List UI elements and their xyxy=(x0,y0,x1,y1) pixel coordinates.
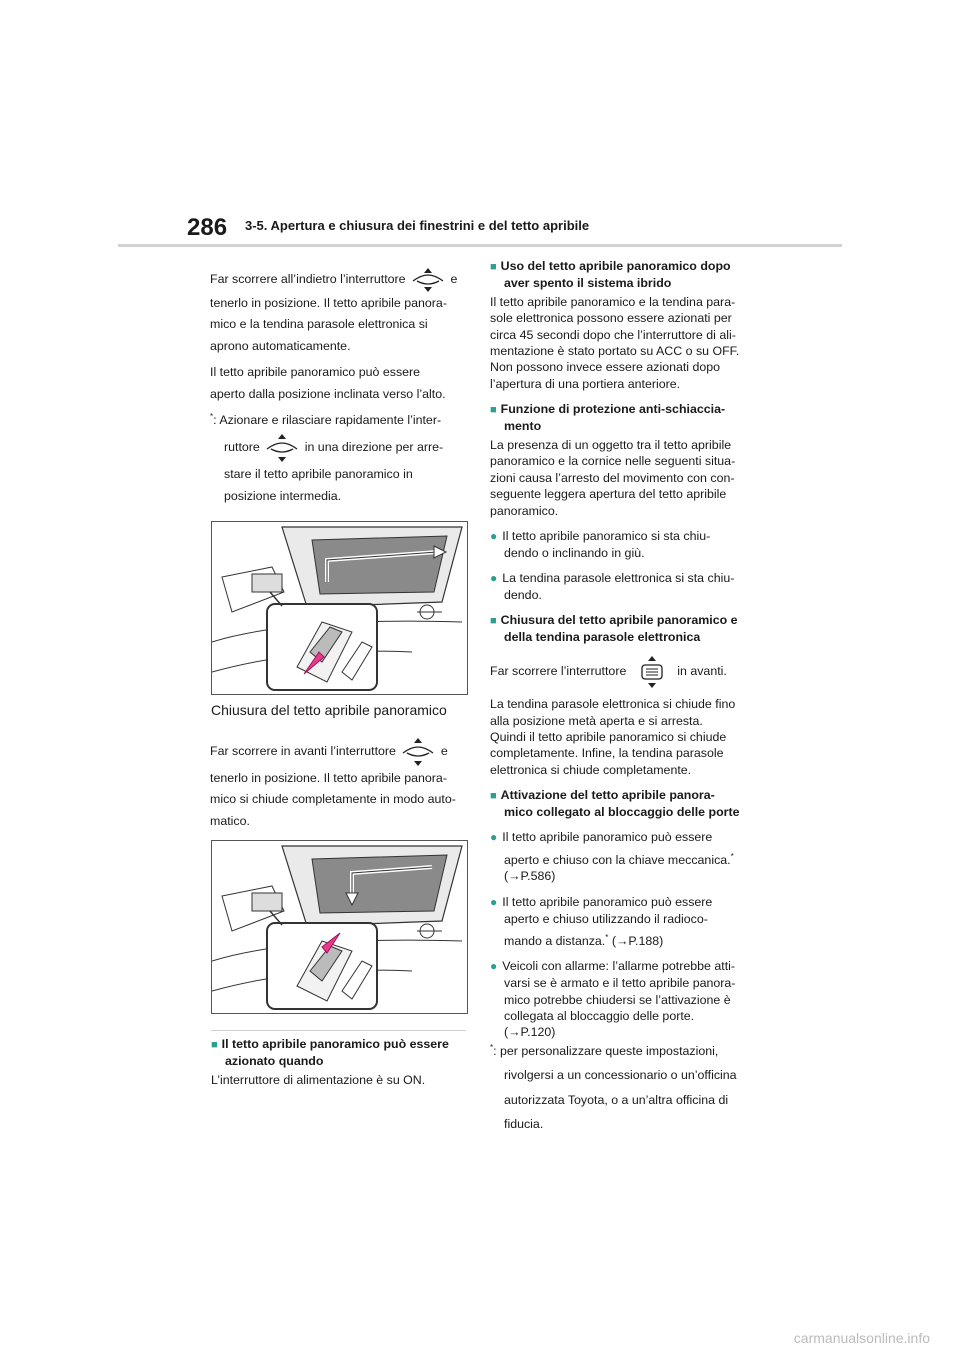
text-line: circa 45 secondi dopo che l’interruttore di ali- xyxy=(490,327,736,342)
text-line: tenerlo in posizione. Il tetto apribile panora- xyxy=(210,296,447,310)
roof-switch-icon xyxy=(399,737,437,767)
text-line: tenerlo in posizione. Il tetto apribile panora- xyxy=(210,771,447,785)
paragraph xyxy=(490,294,760,392)
subheading: mento xyxy=(504,418,542,433)
subheading: ■ Funzione di protezione anti-schiaccia- xyxy=(490,401,760,418)
footnote-mark: * xyxy=(605,932,609,942)
text-line: dendo. xyxy=(504,587,542,602)
text-line: Non possono invece essere azionati dopo xyxy=(490,360,721,375)
text-line: ● Veicoli con allarme: l’allarme potrebbe atti- xyxy=(490,958,760,975)
section-divider xyxy=(211,1030,466,1031)
text-line: Far scorrere in avanti l’interruttore xyxy=(210,744,396,758)
subheading: ■ Uso del tetto apribile panoramico dopo xyxy=(490,258,760,275)
list-item: ● La tendina parasole elettronica si sta chiu- xyxy=(490,570,760,587)
header-divider xyxy=(118,244,842,247)
text-line: elettronica si chiude completamente. xyxy=(490,762,692,777)
text-line: aperto dalla posizione inclinata verso l’alto. xyxy=(210,386,446,401)
text-line: aperto e chiuso utilizzando il radioco- xyxy=(504,911,708,926)
text-line: aprono automaticamente. xyxy=(210,338,351,353)
text-line: posizione intermedia. xyxy=(224,488,342,503)
page-reference-link[interactable]: (→P.586) xyxy=(504,869,556,884)
list-item: ● Il tetto apribile panoramico può essere xyxy=(490,894,760,911)
text-line: aperto e chiuso con la chiave meccanica. xyxy=(504,852,731,867)
text-line: zioni causa l’arresto del movimento con con- xyxy=(490,470,735,485)
subheading: ■ Attivazione del tetto apribile panora- xyxy=(490,787,760,804)
roof-switch-icon xyxy=(263,433,301,463)
text-line: mico potrebbe chiudersi se l’attivazione è xyxy=(504,992,731,1007)
text-line: stare il tetto apribile panoramico in xyxy=(224,467,413,482)
page-number: 286 xyxy=(187,214,228,241)
roof-switch-icon xyxy=(409,267,447,293)
text-line: panoramico e la cornice nelle seguenti situa- xyxy=(490,454,736,469)
text-line: matico. xyxy=(210,813,250,828)
text-line: collegata al bloccaggio delle porte. xyxy=(504,1008,695,1023)
text-line: : per personalizzare queste impostazioni, xyxy=(493,1043,719,1058)
text-line: fiducia. xyxy=(504,1116,544,1131)
footnote-mark: * xyxy=(490,1042,494,1052)
text-line: ruttore xyxy=(224,440,260,455)
subheading: aver spento il sistema ibrido xyxy=(504,275,672,290)
footnote-mark: * xyxy=(730,851,734,861)
text-line: e xyxy=(440,744,448,758)
text-line: La tendina parasole elettronica si chiude fino xyxy=(490,697,736,712)
text-line: L’interruttore di alimentazione è su ON. xyxy=(211,1072,426,1087)
text-line: in avanti. xyxy=(677,664,727,679)
text-line: Far scorrere l’interruttore xyxy=(490,664,627,679)
subheading: azionato quando xyxy=(225,1053,324,1068)
text-line: rivolgersi a un concessionario o un’officina xyxy=(504,1068,737,1083)
left-column xyxy=(210,265,472,504)
footnote-mark: * xyxy=(210,411,214,421)
text-line: in una direzione per arre- xyxy=(304,440,444,455)
text-line: varsi se è armato e il tetto apribile panora- xyxy=(504,976,736,991)
list-item: ● Il tetto apribile panoramico si sta chiu- xyxy=(490,528,760,545)
text-line: seguente leggera apertura del tetto apribile xyxy=(490,487,727,502)
page-reference-link[interactable]: (→P.120) xyxy=(504,1025,556,1040)
text-line: alla posizione metà aperta e si arresta. xyxy=(490,713,703,728)
text-line: e xyxy=(450,272,458,286)
text-line: : Azionare e rilasciare rapidamente l’inter- xyxy=(213,413,442,427)
paragraph xyxy=(490,437,760,519)
text-line: panoramico. xyxy=(490,503,559,518)
left-column-lower xyxy=(210,736,472,829)
text-line: La presenza di un oggetto tra il tetto apribile xyxy=(490,438,732,453)
text-line: Quindi il tetto apribile panoramico si chiude xyxy=(490,729,727,744)
text-line: Far scorrere all’indietro l’interruttore xyxy=(210,272,406,286)
section-title: 3-5. Apertura e chiusura dei finestrini e del tetto apribile xyxy=(245,218,590,233)
sunroof-open-illustration xyxy=(211,521,468,695)
list-item xyxy=(490,958,760,1040)
subheading: mico collegato al bloccaggio delle porte xyxy=(504,804,740,819)
right-column xyxy=(490,258,760,1132)
text-line: autorizzata Toyota, o a un’altra officina di xyxy=(504,1092,729,1107)
text-line: mando a distanza. xyxy=(504,934,606,948)
text-line: Il tetto apribile panoramico può essere xyxy=(210,365,421,380)
text-line: mico e la tendina parasole elettronica si xyxy=(210,317,428,332)
text-line: sole elettronica possono essere azionati per xyxy=(490,311,732,326)
sunroof-close-illustration xyxy=(211,840,468,1014)
left-column-bottom xyxy=(211,1036,473,1088)
text-line: mico si chiude completamente in modo auto- xyxy=(210,792,456,807)
paragraph xyxy=(490,696,760,778)
text-line: mentazione è stato portato su ACC o su OFF. xyxy=(490,344,740,359)
text-line: completamente. Infine, la tendina parasole xyxy=(490,746,724,761)
figure-caption: Chiusura del tetto apribile panoramico xyxy=(211,702,447,718)
watermark: carmanualsonline.info xyxy=(793,1330,930,1346)
sunshade-switch-icon xyxy=(630,655,674,689)
page-reference-link[interactable]: (→P.188) xyxy=(611,934,664,948)
text-line: Il tetto apribile panoramico e la tendina para- xyxy=(490,294,736,309)
list-item: ● Il tetto apribile panoramico può essere xyxy=(490,829,760,846)
text-line: l’apertura di una portiera anteriore. xyxy=(490,376,681,391)
text-line: dendo o inclinando in giù. xyxy=(504,545,645,560)
subheading: ■ Il tetto apribile panoramico può essere xyxy=(211,1036,473,1053)
subheading: della tendina parasole elettronica xyxy=(504,629,701,644)
subheading: ■ Chiusura del tetto apribile panoramico e xyxy=(490,612,760,629)
